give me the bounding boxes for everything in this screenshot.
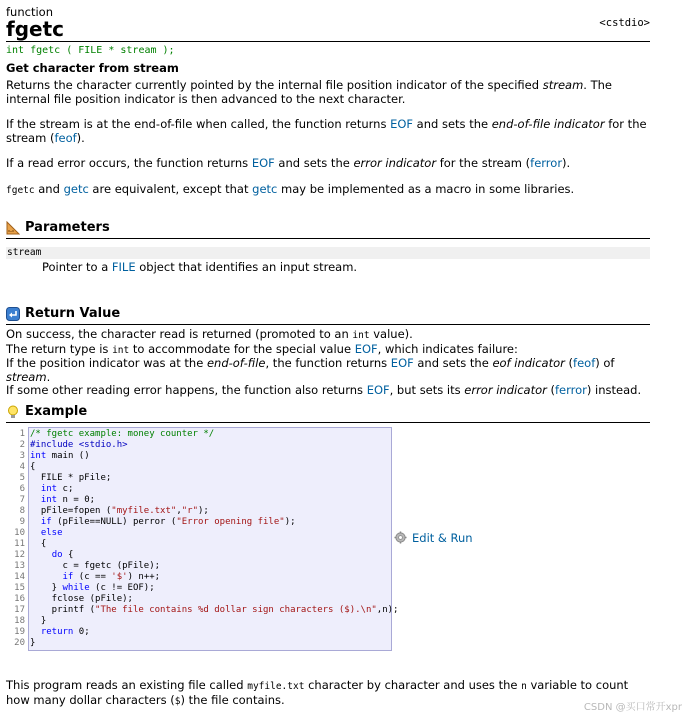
entity-kind: function <box>6 5 53 19</box>
code-line: do { <box>51 550 74 560</box>
return-value-section-header <box>6 306 650 325</box>
eof-link[interactable]: EOF <box>251 156 275 170</box>
edit-run-label[interactable]: Edit & Run <box>412 531 473 545</box>
eof-link[interactable]: EOF <box>366 383 390 397</box>
code-line: printf ("The file contains %d dollar sign characters ($).\n",n); <box>30 605 399 615</box>
line-number: 3 <box>19 451 25 461</box>
description-paragraph-2: If the stream is at the end-of-file when called, the function returns EOF and sets the end-of-file indicator for the stream (feof). <box>6 117 647 145</box>
parameters-section-header <box>6 220 650 239</box>
line-number: 8 <box>19 506 25 516</box>
return-line-2: The return type is int to accommodate for the special value EOF, which indicates failure: <box>6 341 518 356</box>
code-line: else <box>40 528 63 538</box>
parameters-title: Parameters <box>25 220 110 235</box>
line-number: 10 <box>14 528 25 538</box>
description-paragraph-1: Returns the character currently pointed by the internal file position indicator of the specified stream. The internal file position indicator is then advanced to the next character. <box>6 78 612 106</box>
line-number: 6 <box>19 484 25 494</box>
feof-link[interactable]: feof <box>573 356 596 370</box>
code-line: FILE * pFile; <box>30 473 112 483</box>
code-line: { <box>30 462 36 472</box>
return-value-title: Return Value <box>25 306 121 321</box>
code-line: c = fgetc (pFile); <box>30 561 161 571</box>
description-paragraph-4: fgetc and getc are equivalent, except that getc may be implemented as a macro in some libraries. <box>6 182 575 196</box>
line-number: 5 <box>19 473 25 483</box>
line-number: 15 <box>14 583 25 593</box>
code-line: fclose (pFile); <box>30 594 133 604</box>
feof-link[interactable]: feof <box>54 130 77 145</box>
code-line: /* fgetc example: money counter */ <box>30 429 215 439</box>
example-explanation: This program reads an existing file called myfile.txt character by character and uses the n variable to count how many dollar characters ($) the file contains. <box>6 678 629 707</box>
watermark: CSDN @买口常开xpr <box>583 702 682 713</box>
line-number: 19 <box>14 627 25 637</box>
code-line: int c; <box>40 484 74 494</box>
line-number: 12 <box>14 550 25 560</box>
line-number: 11 <box>14 539 25 549</box>
line-number: 20 <box>14 638 25 648</box>
getc-link[interactable]: getc <box>63 182 89 196</box>
code-line: return 0; <box>40 627 90 637</box>
line-number: 7 <box>19 495 25 505</box>
line-number: 4 <box>19 462 25 472</box>
getc-link[interactable]: getc <box>252 182 278 196</box>
line-number: 1 <box>19 429 25 439</box>
brief-description: Get character from stream <box>6 61 179 75</box>
ruler-icon <box>6 221 20 235</box>
code-line: #include <stdio.h> <box>30 440 128 450</box>
line-numbers <box>6 427 25 649</box>
line-number: 18 <box>14 616 25 626</box>
line-number: 13 <box>14 561 25 571</box>
eof-link[interactable]: EOF <box>354 341 378 356</box>
gear-icon <box>394 531 407 544</box>
ferror-link[interactable]: ferror <box>555 383 587 397</box>
prototype: int fgetc ( FILE * stream ); <box>6 45 175 56</box>
return-line-1: On success, the character read is returned (promoted to an int value). <box>6 327 413 341</box>
line-number: 17 <box>14 605 25 615</box>
code-line: } <box>30 616 47 626</box>
param-description: Pointer to a FILE object that identifies an input stream. <box>42 260 358 274</box>
line-number: 2 <box>19 440 25 450</box>
code-line: { <box>30 539 47 549</box>
return-line-3: If the position indicator was at the end-of-file, the function returns EOF and sets the eof indicator (feof) of stream. <box>6 356 615 384</box>
page-title: fgetc <box>6 17 64 41</box>
code-line: if (c == '$') n++; <box>62 572 161 582</box>
line-number: 9 <box>19 517 25 527</box>
file-link[interactable]: FILE <box>111 260 136 274</box>
return-arrow-icon <box>6 307 20 321</box>
param-name-row <box>6 247 650 259</box>
code-line: int main () <box>30 451 90 461</box>
return-line-4: If some other reading error happens, the function also returns EOF, but sets its error indicator (ferror) instead. <box>6 383 642 397</box>
line-number: 14 <box>14 572 25 582</box>
header-file-link[interactable]: <cstdio> <box>599 17 650 29</box>
description-paragraph-3: If a read error occurs, the function returns EOF and sets the error indicator for the stream (ferror). <box>6 156 571 170</box>
param-name: stream <box>7 247 42 258</box>
return-value-text <box>6 328 650 398</box>
line-number: 16 <box>14 594 25 604</box>
code-line: if (pFile==NULL) perror ("Error opening file"); <box>40 517 296 527</box>
example-title: Example <box>25 404 88 419</box>
example-section-header <box>6 404 650 423</box>
title-divider <box>6 41 650 42</box>
code-line: pFile=fopen ("myfile.txt","r"); <box>30 506 209 516</box>
eof-link[interactable]: EOF <box>390 356 414 370</box>
lightbulb-icon <box>6 405 20 419</box>
code-line: int n = 0; <box>40 495 96 505</box>
code-lines <box>30 427 398 649</box>
eof-link[interactable]: EOF <box>390 117 414 131</box>
code-line: } while (c != EOF); <box>30 583 155 593</box>
ferror-link[interactable]: ferror <box>530 156 563 170</box>
code-line: } <box>30 638 36 648</box>
